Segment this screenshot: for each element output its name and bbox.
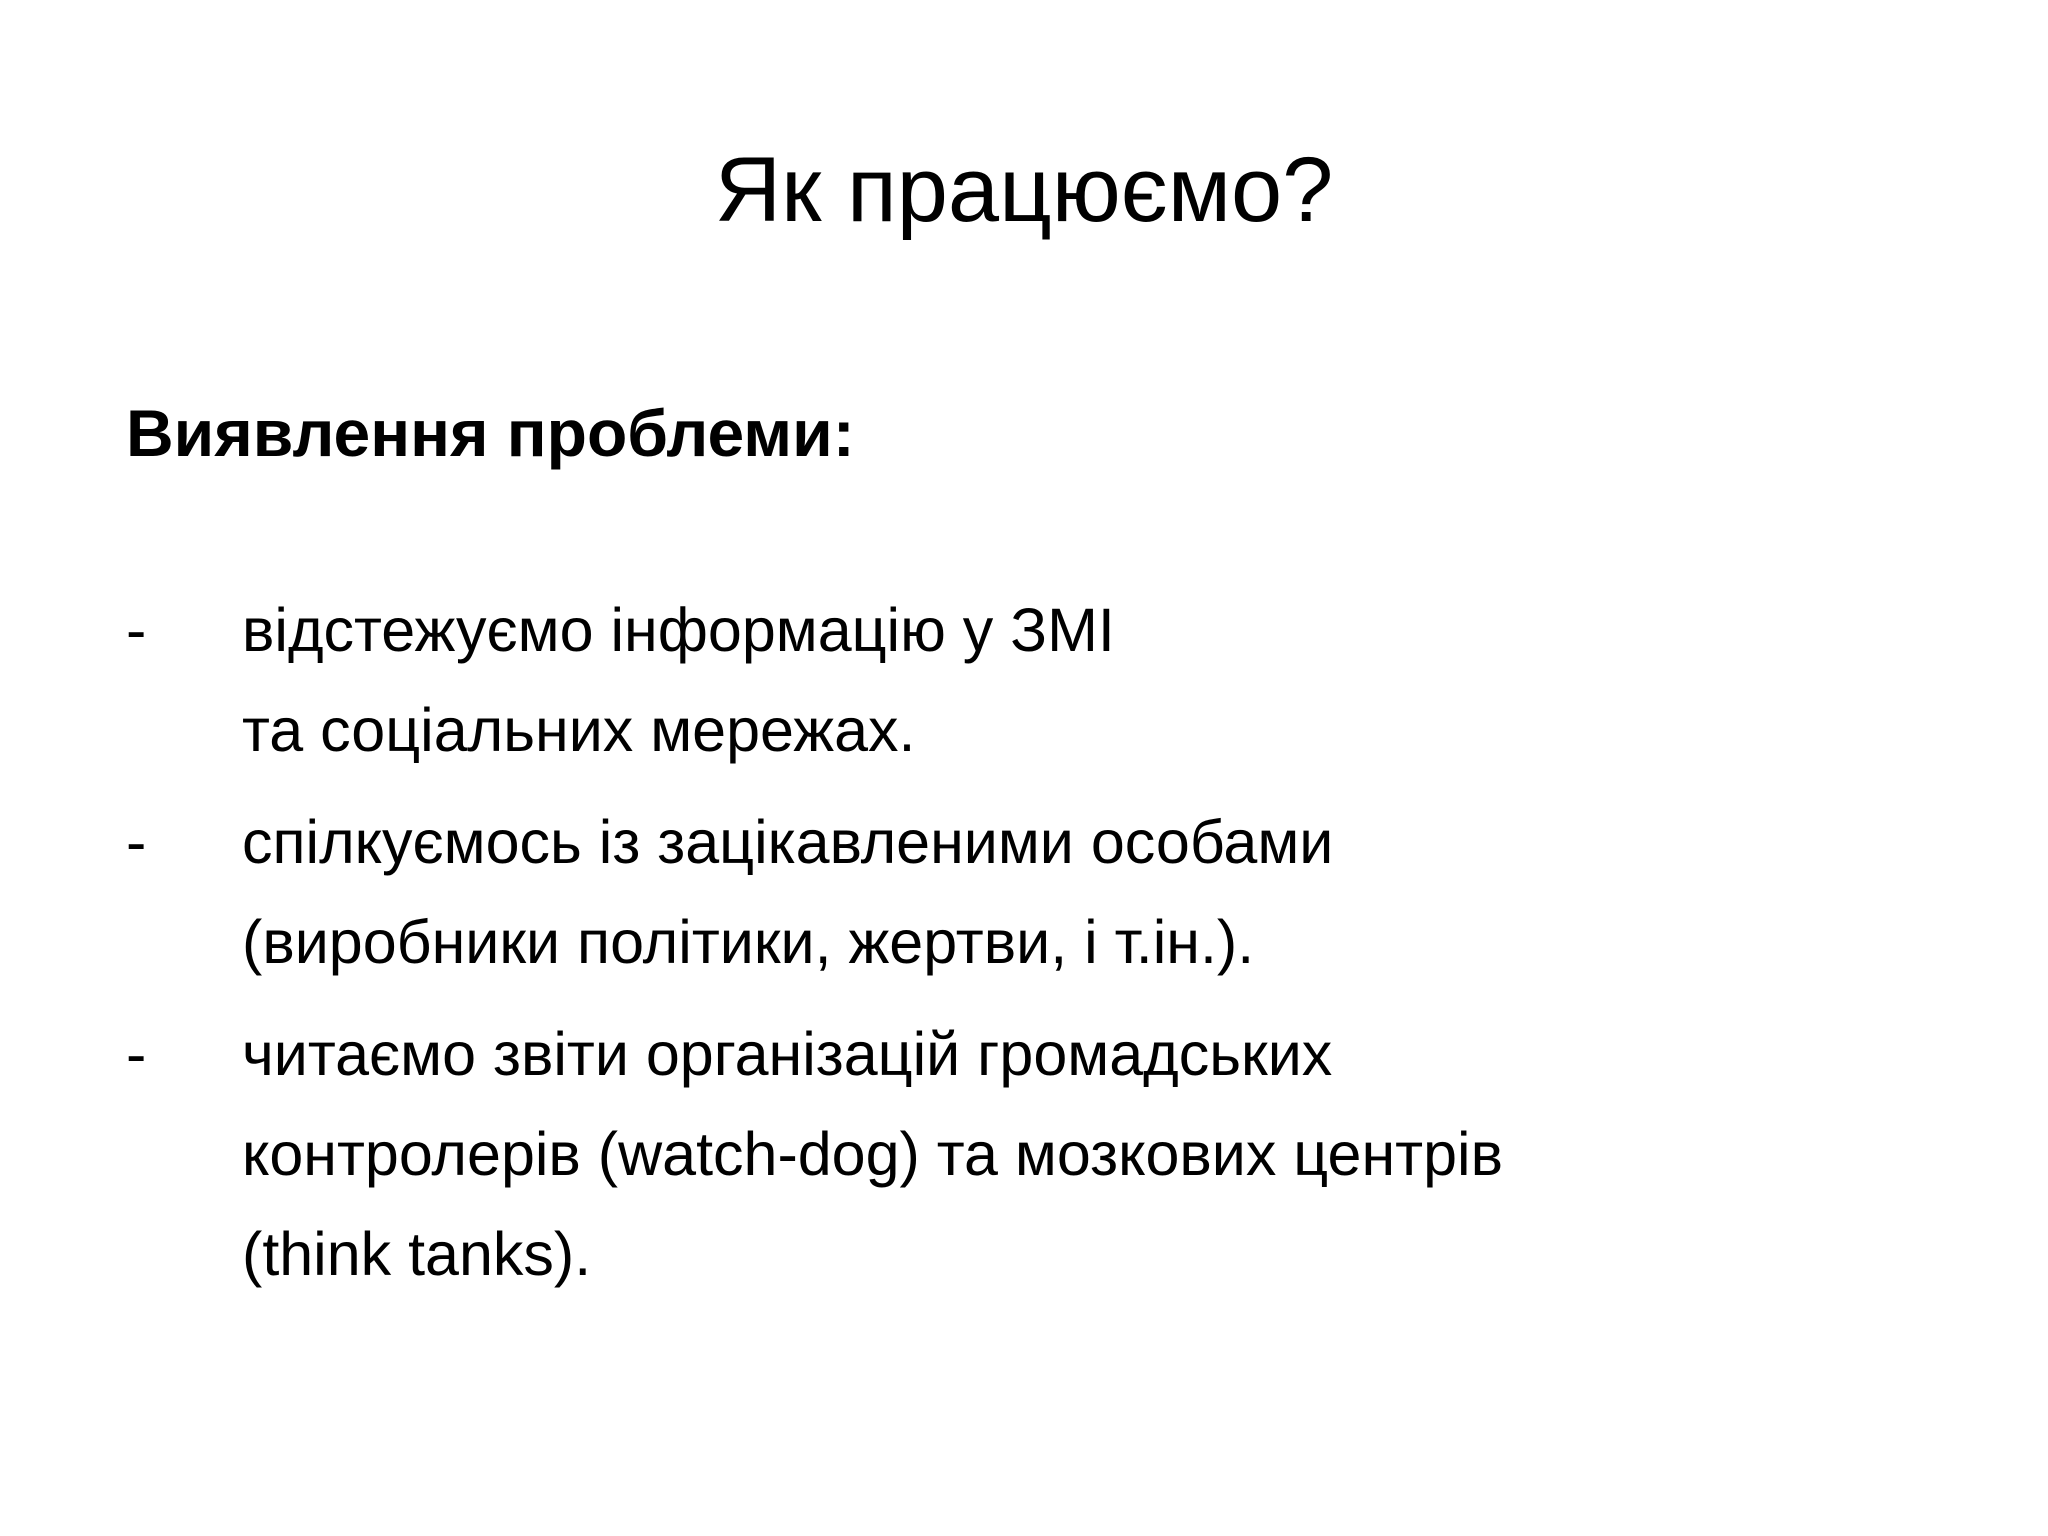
bullet-dash: - bbox=[126, 1020, 147, 1088]
section-heading: Виявлення проблеми: bbox=[126, 396, 855, 470]
slide-title: Як працюємо? bbox=[714, 139, 1334, 241]
bullet-dash: - bbox=[126, 808, 147, 876]
bullet-line: та соціальних мережах. bbox=[242, 696, 916, 764]
bullet-item bbox=[126, 792, 1926, 992]
bullet-item bbox=[126, 580, 1926, 780]
bullet-dash: - bbox=[126, 596, 147, 664]
bullet-line: читаємо звіти організацій громадських bbox=[242, 1020, 1333, 1088]
bullet-line: (think tanks). bbox=[242, 1220, 592, 1288]
bullet-list bbox=[126, 580, 1926, 1316]
bullet-item bbox=[126, 1004, 1926, 1304]
bullet-line: (виробники політики, жертви, і т.ін.). bbox=[242, 908, 1255, 976]
bullet-line: контролерів (watch-dog) та мозкових центрів bbox=[242, 1120, 1503, 1188]
bullet-line: спілкуємось із зацікавленими особами bbox=[242, 808, 1334, 876]
bullet-line: відстежуємо інформацію у ЗМІ bbox=[242, 596, 1115, 664]
